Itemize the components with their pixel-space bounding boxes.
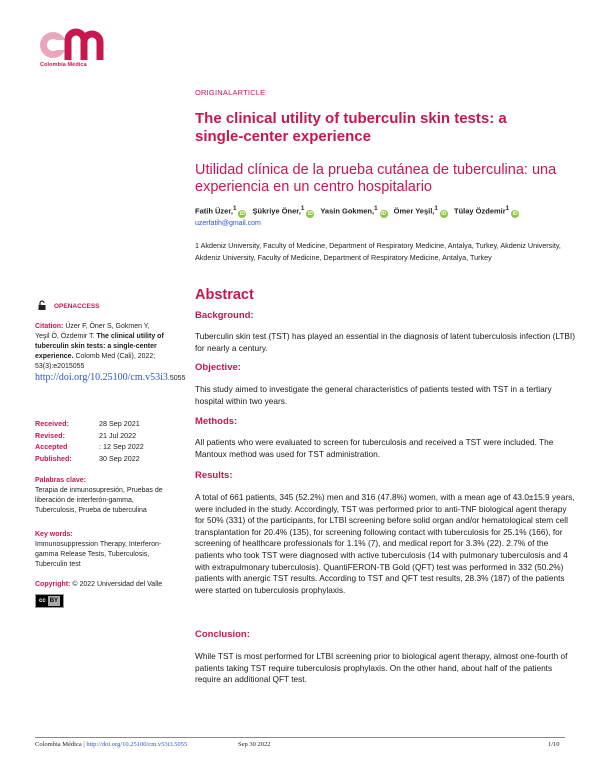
- orcid-icon[interactable]: iD: [512, 210, 518, 217]
- keywords-spanish: Palabras clave: Terapia de inmunosupresión, Pruebas de liberación de interferón-gamma, Tuberculosis, Prueba de tuberculina: [35, 477, 163, 514]
- author-name: Tülay Özdemir: [453, 206, 506, 216]
- keywords-english: Key words: Immunosuppression Therapy, Interferon-gamma Release Tests, Tuberculosis, Tuberculin test: [35, 531, 162, 568]
- orcid-icon[interactable]: iD: [239, 210, 245, 217]
- results-heading: Results:: [195, 470, 233, 481]
- background-heading: Background:: [195, 310, 254, 321]
- open-access-badge: OPENACCESS: [38, 300, 100, 310]
- footer-date: Sep 30 2022: [238, 741, 271, 748]
- methods-heading: Methods:: [195, 416, 238, 427]
- results-text: A total of 661 patients, 345 (52.2%) men and 316 (47.8%) women, with a mean age of 43.0±15.9 years, were included in the study. Accordingly, TST was performed prior to anti-TNF biological agent therapy for 50% (331) of the participants, for LTBI screening before solid organ and/or hematological stem cell transplantation for 20.4% (135), for screening following contact with tuberculosis for 25.1% (166), for screening of healthcare professionals for 1.1% (7), and medical report for 3.3% (22). 2.7% of the patients who took TST were diagnosed with active tuberculosis (14 with pulmonary tuberculosis and 4 with extrapulmonary tuberculosis). QuantiFERON-TB Gold (QFT) test was performed in 332 (50.2%) patients with anergic TST results. According to TST and QFT test results, 28.3% (187) of the patients were started on tuberculosis prophylaxis.: [195, 492, 575, 595]
- article-type: ORIGINALARTICLE: [195, 88, 266, 97]
- author-name: Fatih Üzer,: [195, 206, 233, 216]
- author-name: Ömer Yeşil,: [393, 206, 435, 216]
- abstract-heading: Abstract: [195, 287, 254, 303]
- author-name: Şükriye Öner,: [252, 206, 301, 216]
- conclusion-heading: Conclusion:: [195, 629, 250, 640]
- citation-block: Citation: Üzer F, Öner S, Gokmen Y, Yeşil Ö, Özdemir T. The clinical utility of tuberculin skin tests: a single-center experience. Colomb Med (Cali), 2022; 53(3):e2015055 http://doi.org/10.25100/cm.v53i3.5055: [35, 323, 186, 383]
- doi-link[interactable]: http://doi.org/10.25100/cm.v53i3: [35, 372, 168, 383]
- title-english: The clinical utility of tuberculin skin tests: a single-center experience: [195, 110, 507, 145]
- author-name: Yasin Gokmen,: [320, 206, 375, 216]
- author-list: Fatih Üzer,$^1$iD Şükriye Öner,$^1$iD Yasin Gokmen,$^1$iD Ömer Yeşil,$^1$iD Tülay Özdemir$^1$iD: [195, 205, 518, 217]
- background-text: Tuberculin skin test (TST) has played an essential in the diagnosis of latent tuberculosis infection (LTBI) for nearly a century.: [195, 331, 575, 353]
- conclusion-text: While TST is most performed for LTBI screening prior to biological agent therapy, almost one-fourth of patients taking TST require tuberculosis prophylaxis. On the other hand, about half of the patients require an additional QFT test.: [195, 651, 568, 685]
- title-spanish: Utilidad clínica de la prueba cutánea de tuberculina: una experiencia en un centro hospitalario: [195, 162, 557, 195]
- cc-license-badge[interactable]: cc BY: [35, 594, 64, 608]
- copyright-block: Copyright: © 2022 Universidad del Valle cc BY: [35, 580, 165, 608]
- page-number: 1/10: [548, 741, 560, 748]
- journal-logo-icon: [38, 28, 108, 62]
- footer-divider: [35, 737, 565, 738]
- open-lock-icon: [38, 300, 46, 310]
- orcid-icon[interactable]: iD: [307, 210, 313, 217]
- journal-name: Colombia Médica: [40, 62, 87, 68]
- corresponding-email[interactable]: uzerfatih@gmail.com: [195, 220, 261, 227]
- affiliation: 1 Akdeniz University, Faculty of Medicine, Department of Respiratory Medicine, Antalya, Turkey, Akdeniz University, Akdeniz University, Faculty of Medicine, Department of Respiratory Medicine, Antalya, Turkey: [195, 241, 561, 262]
- orcid-icon[interactable]: iD: [381, 210, 387, 217]
- orcid-icon[interactable]: iD: [441, 210, 447, 217]
- footer-doi-link[interactable]: http://doi.org/10.25100/cm.v53i3.5055: [86, 741, 188, 748]
- objective-heading: Objective:: [195, 362, 241, 373]
- methods-text: All patients who were evaluated to screen for tuberculosis and received a TST were included. The Mantoux method was used for TST administration.: [195, 437, 554, 459]
- objective-text: This study aimed to investigate the general characteristics of patients tested with TST in a tertiary hospital within two years.: [195, 384, 552, 406]
- dates-block: Received: 28 Sep 2021 Revised: 21 Jul 2022 Accepted : 12 Sep 2022 Published: 30 Sep 2022: [35, 419, 144, 463]
- footer-journal: Colombia Médica | http://doi.org/10.25100/cm.v53i3.5055: [35, 741, 188, 748]
